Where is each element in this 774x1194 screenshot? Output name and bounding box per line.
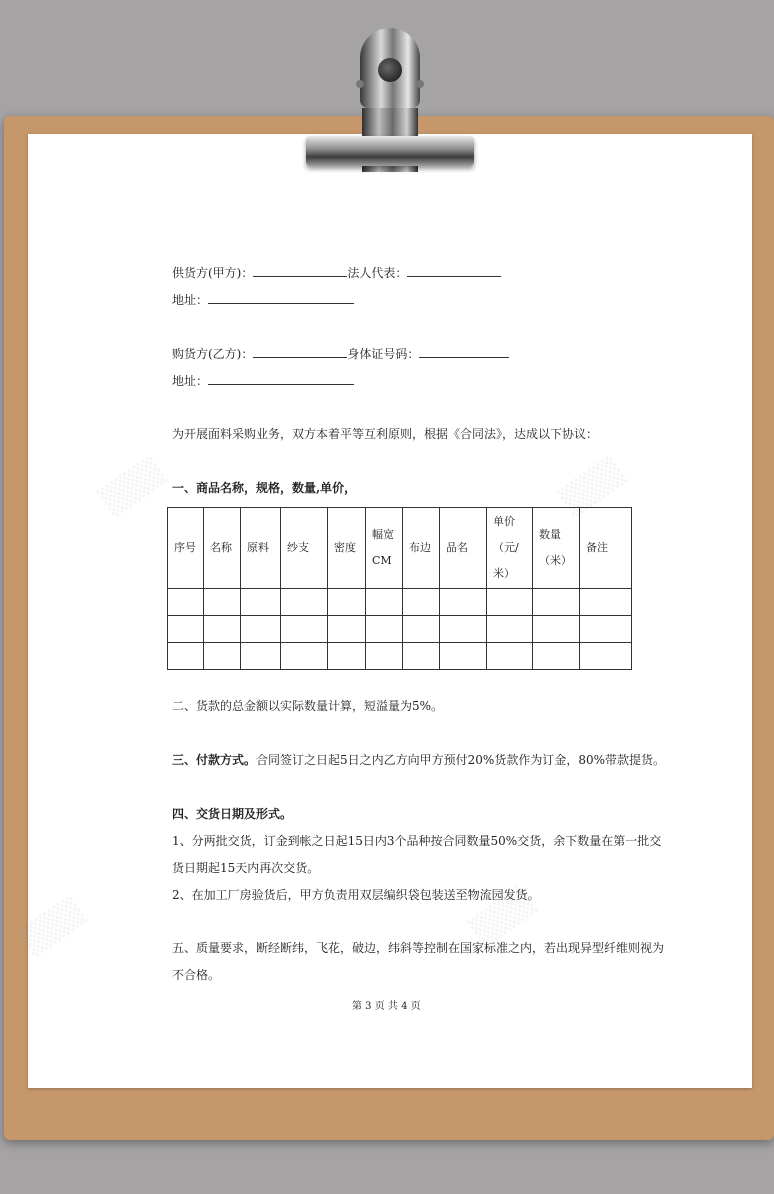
table-header: 备注 xyxy=(580,508,632,589)
intro-paragraph: 为开展面料采购业务，双方本着平等互利原则，根据《合同法》，达成以下协议： xyxy=(172,427,599,441)
table-cell xyxy=(241,589,281,616)
table-row xyxy=(168,643,632,670)
section1-title: 一、商品名称，规格，数量,单价， xyxy=(172,481,357,495)
watermark: ▒▒▒ xyxy=(556,454,629,519)
table-cell xyxy=(580,589,632,616)
section4-item1-line2: 货日期起15天内再次交货。 xyxy=(172,861,320,875)
page-number: 第 3 页 共 4 页 xyxy=(352,1001,421,1012)
section4-title: 四、交货日期及形式。 xyxy=(172,807,293,821)
table-row xyxy=(168,589,632,616)
table-cell xyxy=(403,643,440,670)
table-header: 数量（米） xyxy=(533,508,580,589)
table-cell xyxy=(440,589,487,616)
buyer-blank xyxy=(253,347,347,358)
table-cell xyxy=(281,616,328,643)
section5-line1: 五、质量要求，断经断纬，飞花，破边，纬斜等控制在国家标准之内，若出现异型纤维则视为 xyxy=(172,941,665,955)
goods-table xyxy=(167,507,632,670)
id-number-label: 身体证号码： xyxy=(347,347,420,361)
table-cell xyxy=(168,616,204,643)
table-cell xyxy=(533,616,580,643)
table-cell xyxy=(328,616,366,643)
section3-text: 合同签订之日起5日之内乙方向甲方预付20%货款作为订金，80%带款提货。 xyxy=(256,753,665,767)
table-cell xyxy=(580,616,632,643)
section5-line2: 不合格。 xyxy=(172,968,221,982)
supplier-blank xyxy=(253,266,347,277)
table-cell xyxy=(204,616,241,643)
table-cell xyxy=(366,616,403,643)
table-cell xyxy=(487,589,533,616)
section2-paragraph: 二、货款的总金额以实际数量计算，短溢量为5%。 xyxy=(172,699,444,713)
buyer-address-blank xyxy=(208,374,354,385)
table-cell xyxy=(487,643,533,670)
table-header: 幅宽CM xyxy=(366,508,403,589)
table-header: 纱支 xyxy=(281,508,328,589)
supplier-address-blank xyxy=(208,293,354,304)
table-cell xyxy=(241,616,281,643)
binder-clip xyxy=(300,28,480,178)
table-cell xyxy=(204,643,241,670)
table-header: 品名 xyxy=(440,508,487,589)
table-header: 布边 xyxy=(403,508,440,589)
table-cell xyxy=(440,643,487,670)
table-cell xyxy=(440,616,487,643)
supplier-address-line xyxy=(172,293,354,306)
section3-title: 三、付款方式。 xyxy=(172,753,257,767)
section4-item1-line1: 1、分两批交货，订金到帐之日起15日内3个品种按合同数量50%交货，余下数量在第一批交 xyxy=(172,834,662,848)
watermark: ▒▒▒ xyxy=(466,884,539,949)
table-cell xyxy=(241,643,281,670)
supplier-label: 供货方(甲方)： xyxy=(172,266,254,280)
table-header: 密度 xyxy=(328,508,366,589)
table-cell xyxy=(328,589,366,616)
table-cell xyxy=(168,643,204,670)
table-header: 单价（元/米） xyxy=(487,508,533,589)
buyer-address-line xyxy=(172,374,354,387)
table-cell xyxy=(281,643,328,670)
table-cell xyxy=(533,589,580,616)
id-number-blank xyxy=(419,347,509,358)
table-cell xyxy=(487,616,533,643)
buyer-address-label: 地址： xyxy=(172,374,209,388)
watermark: ▒▒▒ xyxy=(96,454,169,519)
section4-item2: 2、在加工厂房验货后，甲方负责用双层编织袋包装送至物流园发货。 xyxy=(172,888,540,902)
supplier-line xyxy=(172,266,501,279)
legal-rep-blank xyxy=(407,266,501,277)
section3-paragraph xyxy=(172,754,665,766)
table-cell xyxy=(204,589,241,616)
table-cell xyxy=(366,643,403,670)
table-header: 序号 xyxy=(168,508,204,589)
buyer-line xyxy=(172,347,509,360)
table-cell xyxy=(168,589,204,616)
table-row xyxy=(168,616,632,643)
table-header-row xyxy=(168,508,632,589)
table-cell xyxy=(281,589,328,616)
table-cell xyxy=(328,643,366,670)
table-cell xyxy=(580,643,632,670)
buyer-label: 购货方(乙方)： xyxy=(172,347,254,361)
table-cell xyxy=(403,589,440,616)
table-cell xyxy=(403,616,440,643)
table-header: 名称 xyxy=(204,508,241,589)
table-header: 原料 xyxy=(241,508,281,589)
watermark: ▒▒▒ xyxy=(16,894,89,959)
table-cell xyxy=(366,589,403,616)
supplier-address-label: 地址： xyxy=(172,293,209,307)
table-cell xyxy=(533,643,580,670)
legal-rep-label: 法人代表： xyxy=(347,266,408,280)
